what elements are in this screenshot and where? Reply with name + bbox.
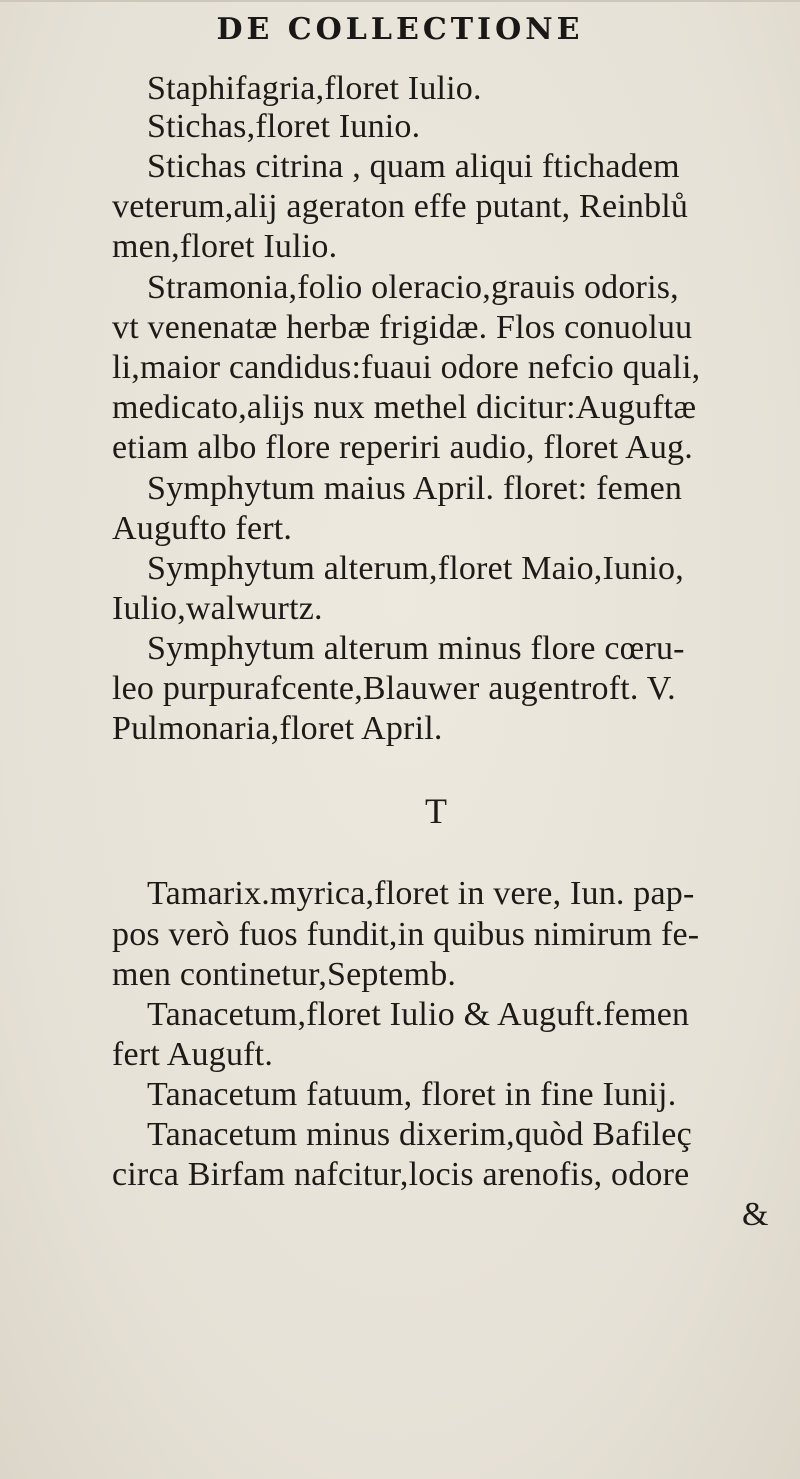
- text-line: Tanacetum,floret Iulio & Auguft.femen: [147, 996, 690, 1033]
- text-line: circa Birfam nafcitur,locis arenofis, odore: [112, 1156, 690, 1193]
- text-line: Augufto fert.: [112, 510, 293, 547]
- page-top-edge: [0, 0, 800, 2]
- text-line: Tanacetum fatuum, floret in fine Iunij.: [147, 1076, 677, 1113]
- text-line: Stramonia,folio oleracio,grauis odoris,: [147, 269, 679, 306]
- text-line: men continetur,Septemb.: [112, 956, 457, 993]
- catchword: &: [742, 1196, 769, 1233]
- text-line: li,maior candidus:fuaui odore nefcio quali,: [112, 349, 701, 386]
- text-line: Stichas citrina , quam aliqui ftichadem: [147, 148, 680, 185]
- text-line: men,floret Iulio.: [112, 228, 338, 265]
- section-letter: T: [425, 791, 447, 831]
- text-line: Symphytum maius April. floret: femen: [147, 470, 683, 507]
- text-line: vt venenatæ herbæ frigidæ. Flos conuoluu: [112, 309, 693, 346]
- text-line: Symphytum alterum minus flore cœru-: [147, 630, 685, 667]
- text-line: Tanacetum minus dixerim,quòd Bafileç: [147, 1116, 692, 1153]
- text-line: veterum,alij ageraton effe putant, Reinblů: [112, 188, 689, 225]
- text-line: medicato,alijs nux methel dicitur:Auguftæ: [112, 389, 697, 426]
- text-line: etiam albo flore reperiri audio, floret Aug.: [112, 429, 693, 466]
- text-line: pos verò fuos fundit,in quibus nimirum fe-: [112, 916, 700, 953]
- text-line: Stichas,floret Iunio.: [147, 108, 421, 145]
- text-line: Iulio,walwurtz.: [112, 590, 323, 627]
- text-line: fert Auguft.: [112, 1036, 274, 1073]
- text-line: Tamarix.myrica,floret in vere, Iun. pap-: [147, 875, 695, 912]
- text-line: Staphifagria,floret Iulio.: [147, 70, 482, 107]
- text-line: Pulmonaria,floret April.: [112, 710, 443, 747]
- text-line: Symphytum alterum,floret Maio,Iunio,: [147, 550, 684, 587]
- running-title: DE COLLECTIONE: [216, 12, 584, 47]
- text-line: leo purpurafcente,Blauwer augentroft. V.: [112, 670, 676, 707]
